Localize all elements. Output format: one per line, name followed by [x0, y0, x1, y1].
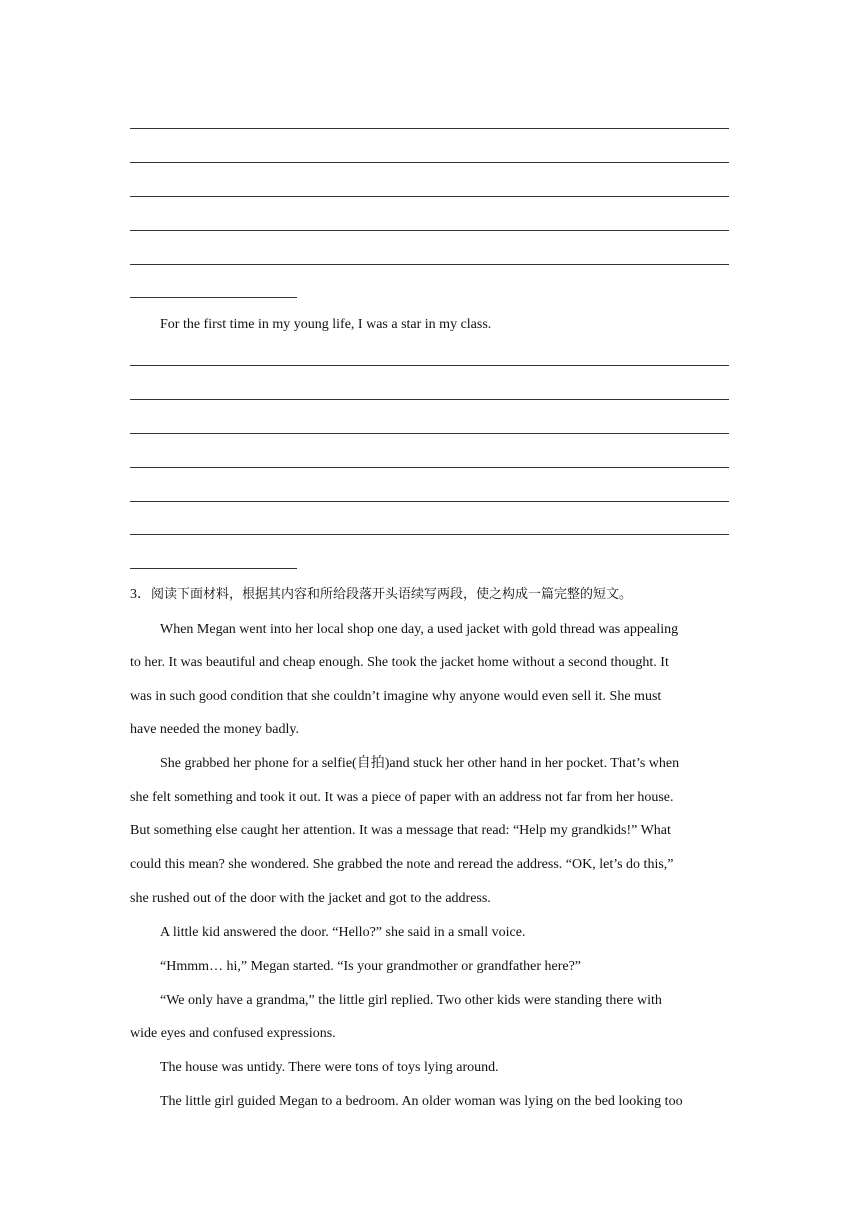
passage-line: When Megan went into her local shop one day, a used jacket with gold thread was appealing — [160, 622, 679, 637]
passage-line: was in such good condition that she couldn’t imagine why anyone would even sell it. She must — [130, 689, 662, 704]
writing-line[interactable] — [130, 501, 729, 502]
writing-line[interactable] — [130, 196, 729, 197]
passage-line: have needed the money badly. — [130, 722, 299, 737]
writing-line-short[interactable] — [130, 297, 297, 298]
writing-line[interactable] — [130, 162, 729, 163]
passage-line: she rushed out of the door with the jacket and got to the address. — [130, 891, 491, 906]
question-instruction: 阅读下面材料，根据其内容和所给段落开头语续写两段，使之构成一篇完整的短文。 — [151, 587, 633, 602]
passage-line: The house was untidy. There were tons of toys lying around. — [160, 1060, 499, 1075]
writing-line[interactable] — [130, 128, 729, 129]
writing-line[interactable] — [130, 365, 729, 366]
writing-line[interactable] — [130, 534, 729, 535]
passage-line: she felt something and took it out. It was a piece of paper with an address not far from her house. — [130, 790, 674, 805]
writing-line[interactable] — [130, 433, 729, 434]
passage-line: She grabbed her phone for a selfie(自拍)and stuck her other hand in her pocket. That’s when — [160, 756, 680, 771]
passage-line: But something else caught her attention. It was a message that read: “Help my grandkids!” What — [130, 823, 671, 838]
passage-line: The little girl guided Megan to a bedroom. An older woman was lying on the bed looking too — [160, 1094, 683, 1109]
question-heading — [130, 586, 730, 604]
writing-line[interactable] — [130, 467, 729, 468]
passage-line: to her. It was beautiful and cheap enough. She took the jacket home without a second thought. It — [130, 655, 669, 670]
paragraph-opening: For the first time in my young life, I was a star in my class. — [160, 317, 492, 332]
writing-line[interactable] — [130, 264, 729, 265]
question-number: 3． — [130, 587, 151, 602]
writing-line-short[interactable] — [130, 568, 297, 569]
passage-line: wide eyes and confused expressions. — [130, 1026, 336, 1041]
writing-line[interactable] — [130, 399, 729, 400]
passage-line: could this mean? she wondered. She grabbed the note and reread the address. “OK, let’s do this,” — [130, 857, 674, 872]
passage-line: “We only have a grandma,” the little girl replied. Two other kids were standing there with — [160, 993, 662, 1008]
passage-line: A little kid answered the door. “Hello?” she said in a small voice. — [160, 925, 526, 940]
writing-line[interactable] — [130, 230, 729, 231]
passage-line: “Hmmm… hi,” Megan started. “Is your grandmother or grandfather here?” — [160, 959, 582, 974]
